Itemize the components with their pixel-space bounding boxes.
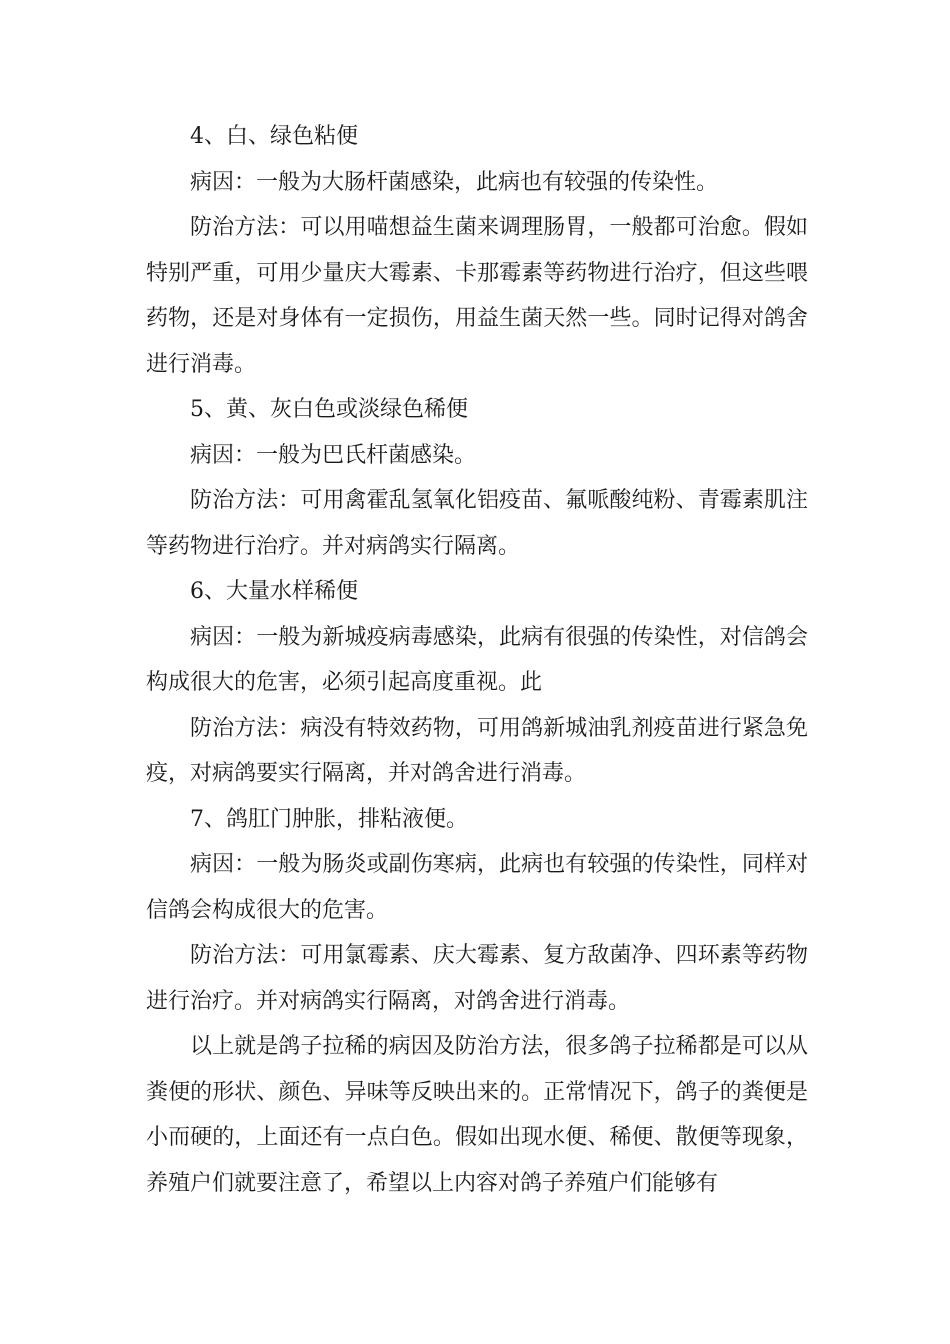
section-heading-6: 6、大量水样稀便 — [190, 579, 358, 604]
section-heading-5: 5、黄、灰白色或淡绿色稀便 — [190, 397, 468, 422]
cause-paragraph-7: 病因：一般为肠炎或副伤寒病，此病也有较强的传染性，同样对信鸽会构成很大的危害。 — [146, 852, 808, 923]
treatment-paragraph-5: 防治方法：可用禽霍乱氢氧化铝疫苗、氟哌酸纯粉、青霉素肌注等药物进行治疗。并对病鸽实行隔离。 — [146, 488, 808, 559]
cause-paragraph-4: 病因：一般为大肠杆菌感染，此病也有较强的传染性。 — [190, 169, 719, 195]
summary-paragraph: 以上就是鸽子拉稀的病因及防治方法，很多鸽子拉稀都是可以从粪便的形状、颜色、异味等反映出来的。正常情况下，鸽子的粪便是小而硬的，上面还有一点白色。假如出现水便、稀便、散便等现象，养殖户们就要注意了，希望以上内容对鸽子养殖户们能够有 — [146, 1034, 808, 1196]
section-heading-4: 4、白、绿色粘便 — [190, 124, 358, 149]
document-body — [146, 114, 808, 1206]
cause-paragraph-6: 病因：一般为新城疫病毒感染，此病有很强的传染性，对信鸽会构成很大的危害，必须引起高度重视。此 — [146, 624, 808, 695]
treatment-paragraph-6: 防治方法：病没有特效药物，可用鸽新城油乳剂疫苗进行紧急免疫，对病鸽要实行隔离，并对鸽舍进行消毒。 — [146, 715, 808, 786]
cause-paragraph-5: 病因：一般为巴氏杆菌感染。 — [190, 442, 477, 468]
section-heading-7: 7、鸽肛门肿胀，排粘液便。 — [190, 806, 468, 832]
treatment-paragraph-4: 防治方法：可以用喵想益生菌来调理肠胃，一般都可治愈。假如特别严重，可用少量庆大霉素、卡那霉素等药物进行治疗，但这些喂药物，还是对身体有一定损伤，用益生菌天然一些。同时记得对鸽舍进行消毒。 — [146, 215, 808, 377]
treatment-paragraph-7: 防治方法：可用氯霉素、庆大霉素、复方敌菌净、四环素等药物进行治疗。并对病鸽实行隔离，对鸽舍进行消毒。 — [146, 943, 808, 1014]
